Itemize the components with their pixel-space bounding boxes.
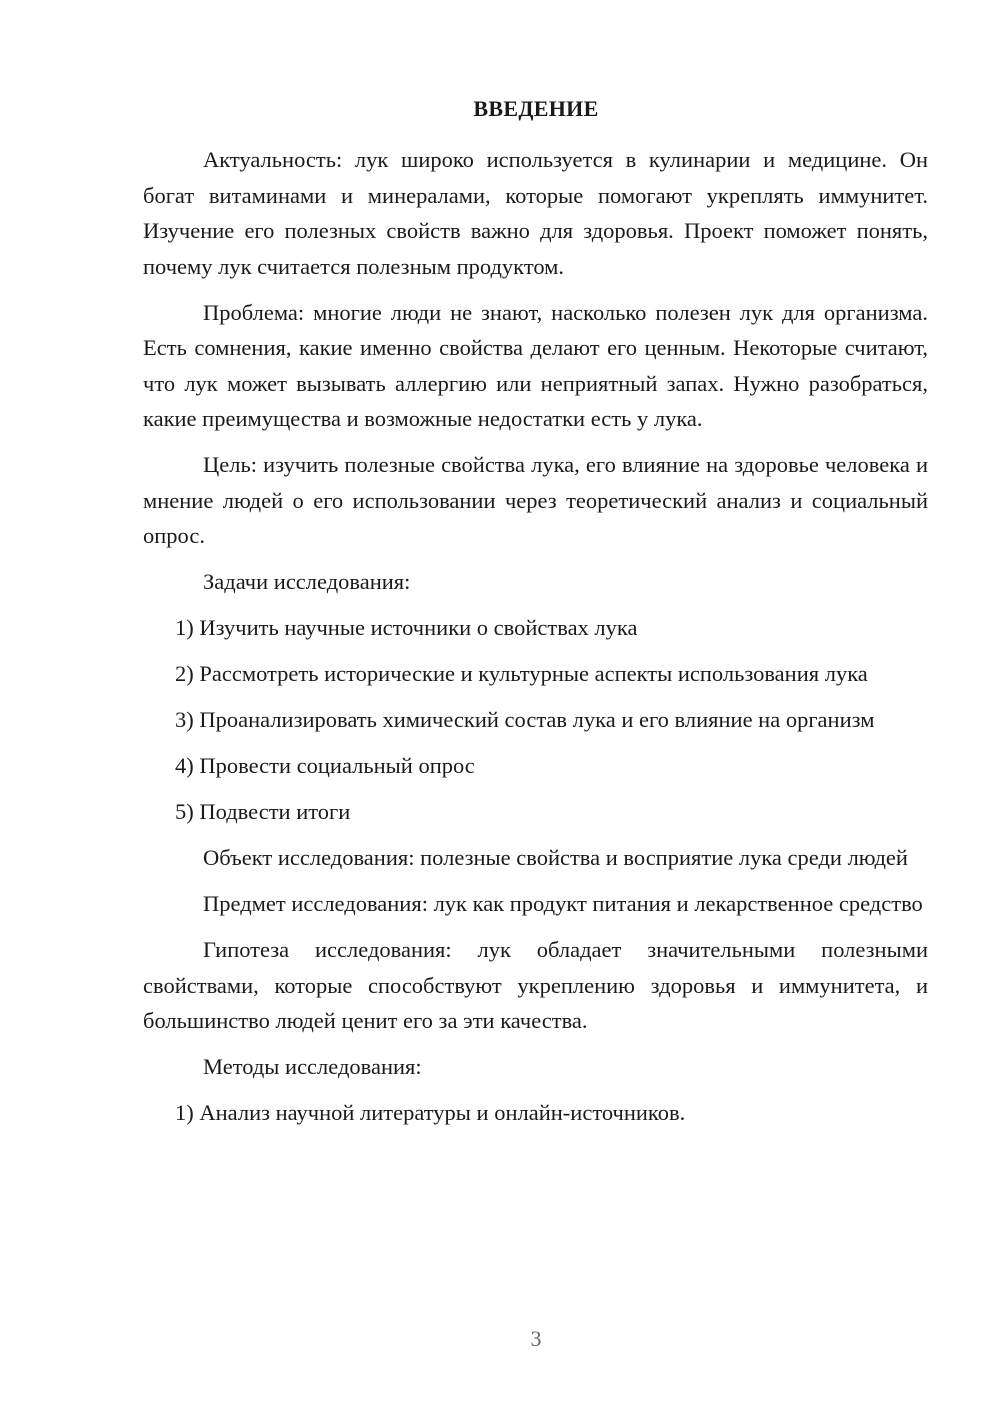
section-heading: ВВЕДЕНИЕ — [473, 96, 599, 121]
method-item: 1) Анализ научной литературы и онлайн-источников. — [175, 1100, 686, 1125]
paragraph-goal: Цель: изучить полезные свойства лука, его влияние на здоровье человека и мнение людей о его использовании через теоретический анализ и социальный опрос. — [143, 452, 928, 548]
task-item: 3) Проанализировать химический состав лука и его влияние на организм — [175, 707, 875, 732]
body-text — [143, 142, 928, 1141]
paragraph-hypothesis: Гипотеза исследования: лук обладает значительными полезными свойствами, которые способствуют укреплению здоровья и иммунитета, и большинство людей ценит его за эти качества. — [143, 937, 928, 1033]
task-item: 1) Изучить научные источники о свойствах лука — [175, 615, 638, 640]
task-item: 2) Рассмотреть исторические и культурные аспекты использования лука — [175, 661, 868, 686]
paragraph-subject: Предмет исследования: лук как продукт питания и лекарственное средство — [203, 891, 923, 916]
methods-title: Методы исследования: — [203, 1054, 422, 1079]
task-item: 4) Провести социальный опрос — [175, 753, 475, 778]
paragraph-relevance: Актуальность: лук широко используется в кулинарии и медицине. Он богат витаминами и минералами, которые помогают укреплять иммунитет. Изучение его полезных свойств важно для здоровья. Проект поможет понять, почему лук считается полезным продуктом. — [143, 147, 928, 279]
paragraph-problem: Проблема: многие люди не знают, насколько полезен лук для организма. Есть сомнения, какие именно свойства делают его ценным. Некоторые считают, что лук может вызывать аллергию или неприятный запах. Нужно разобраться, какие преимущества и возможные недостатки есть у лука. — [143, 299, 928, 431]
page-number: 3 — [530, 1326, 542, 1351]
paragraph-object: Объект исследования: полезные свойства и восприятие лука среди людей — [203, 845, 908, 870]
tasks-title: Задачи исследования: — [203, 569, 411, 594]
task-item: 5) Подвести итоги — [175, 799, 351, 824]
